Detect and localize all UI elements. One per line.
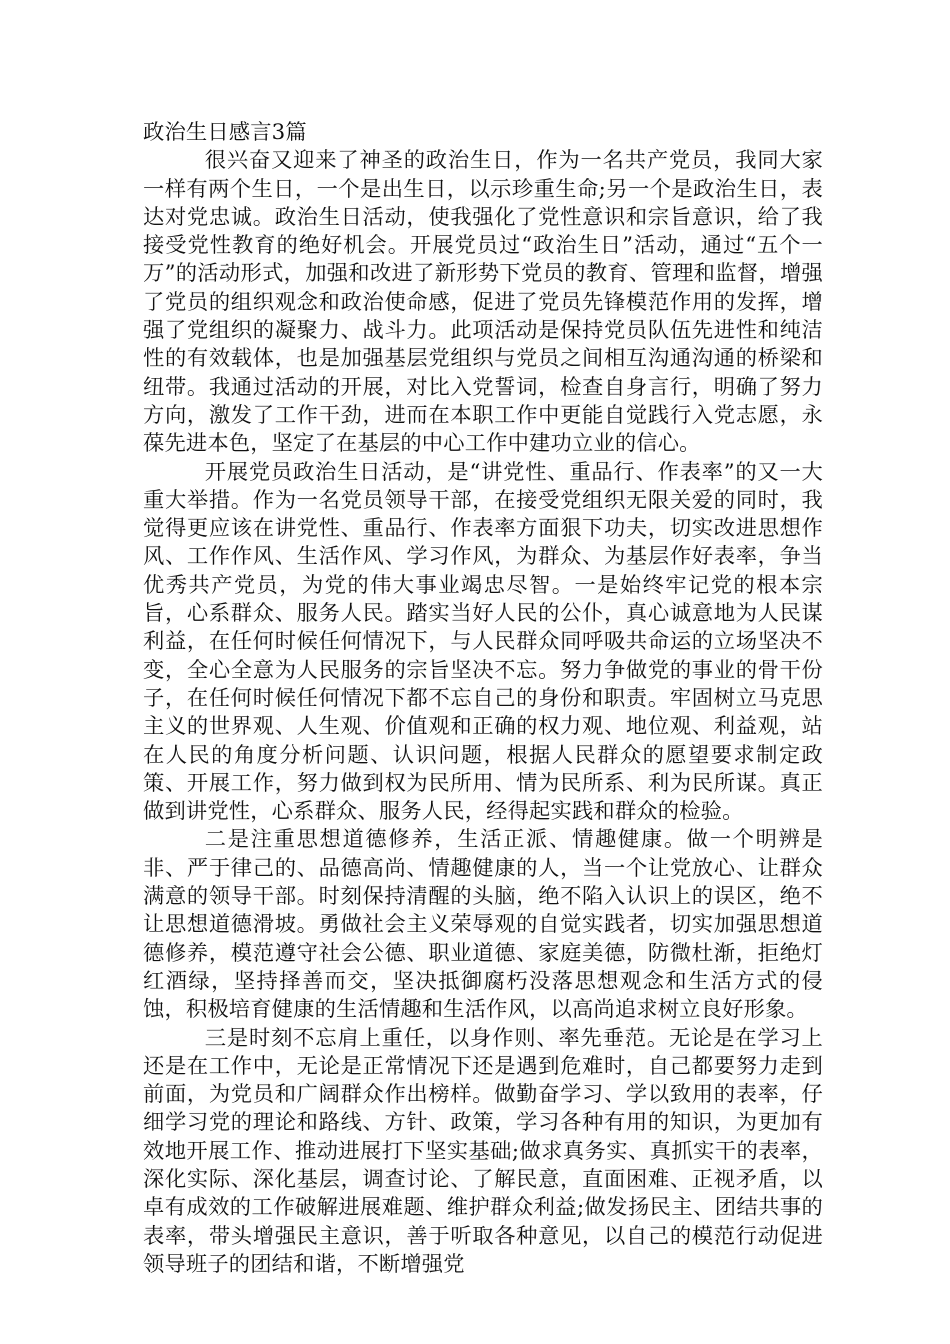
paragraph-4: 三是时刻不忘肩上重任，以身作则、率先垂范。无论是在学习上还是在工作中，无论是正常情况下还是遇到危难时，自己都要努力走到前面，为党员和广阔群众作出榜样。做勤奋学习、学以致用的表率，仔细学习党的理论和路线、方针、政策，学习各种有用的知识，为更加有效地开展工作、推动进展打下坚实基础;做求真务实、真抓实干的表率，深化实际、深化基层，调查讨论、了解民意，直面困难、正视矛盾，以卓有成效的工作破解进展难题、维护群众利益;做发扬民主、团结共事的表率，带头增强民主意识，善于听取各种意见，以自己的模范行动促进领导班子的团结和谐，不断增强党 (143, 1025, 823, 1277)
document-title: 政治生日感言3篇 (143, 120, 307, 145)
document-body (143, 119, 823, 1279)
paragraph-3: 二是注重思想道德修养，生活正派、情趣健康。做一个明辨是非、严于律己的、品德高尚、情趣健康的人，当一个让党放心、让群众满意的领导干部。时刻保持清醒的头脑，绝不陷入认识上的误区，绝不让思想道德滑坡。勇做社会主义荣辱观的自觉实践者，切实加强思想道德修养，模范遵守社会公德、职业道德、家庭美德，防微杜渐，拒绝灯红酒绿，坚持择善而交，坚决抵御腐朽没落思想观念和生活方式的侵蚀，积极培育健康的生活情趣和生活作风，以高尚追求树立良好形象。 (143, 827, 823, 1023)
paragraph-1: 很兴奋又迎来了神圣的政治生日，作为一名共产党员，我同大家一样有两个生日，一个是出生日，以示珍重生命;另一个是政治生日，表达对党忠诚。政治生日活动，使我强化了党性意识和宗旨意识，给了我接受党性教育的绝好机会。开展党员过“政治生日”活动，通过“五个一万”的活动形式，加强和改进了新形势下党员的教育、管理和监督，增强了党员的组织观念和政治使命感，促进了党员先锋模范作用的发挥，增强了党组织的凝聚力、战斗力。此项活动是保持党员队伍先进性和纯洁性的有效载体，也是加强基层党组织与党员之间相互沟通沟通的桥梁和纽带。我通过活动的开展，对比入党誓词，检查自身言行，明确了努力方向，激发了工作干劲，进而在本职工作中更能自觉践行入党志愿，永葆先进本色，坚定了在基层的中心工作中建功立业的信心。 (143, 148, 823, 457)
paragraph-2: 开展党员政治生日活动，是“讲党性、重品行、作表率”的又一大重大举措。作为一名党员领导干部，在接受党组织无限关爱的同时，我觉得更应该在讲党性、重品行、作表率方面狠下功夫，切实改进思想作风、工作作风、生活作风、学习作风，为群众、为基层作好表率，争当优秀共产党员，为党的伟大事业竭忠尽智。一是始终牢记党的根本宗旨，心系群众、服务人民。踏实当好人民的公仆，真心诚意地为人民谋利益，在任何时候任何情况下，与人民群众同呼吸共命运的立场坚决不变，全心全意为人民服务的宗旨坚决不忘。努力争做党的事业的骨干份子，在任何时候任何情况下都不忘自己的身份和职责。牢固树立马克思主义的世界观、人生观、价值观和正确的权力观、地位观、利益观，站在人民的角度分析问题、认识问题，根据人民群众的愿望要求制定政策、开展工作，努力做到权为民所用、情为民所系、利为民所谋。真正做到讲党性，心系群众、服务人民，经得起实践和群众的检验。 (143, 459, 823, 825)
